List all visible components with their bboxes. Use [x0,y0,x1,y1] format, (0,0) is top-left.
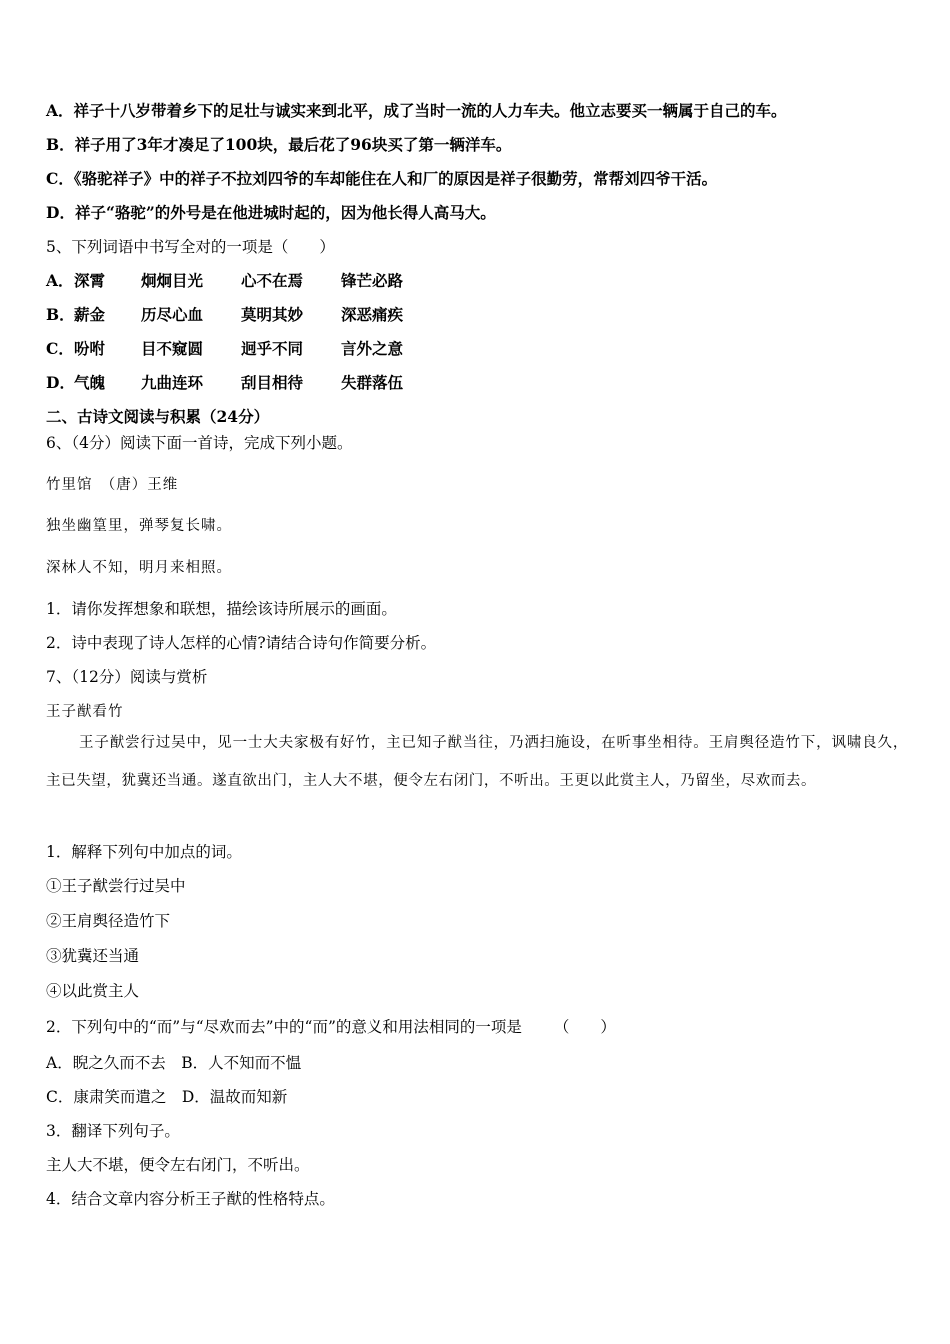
option-label: A． [46,271,74,290]
q7-sub2 [46,1017,616,1037]
option-text: 祥子用了3年才凑足了100块，最后花了96块买了第一辆洋车。 [74,135,512,154]
q4-option-d [46,203,496,223]
word: 气魄 [74,373,106,392]
q7-item: ①王子猷尝行过吴中 [46,877,186,895]
word: 深恶痛疾 [341,305,404,324]
q7-sub1: 1．解释下列句中加点的词。 [46,843,242,861]
word: 刮目相待 [241,373,304,392]
section-title: 二、古诗文阅读与积累（24分） [46,407,270,426]
option-label: D． [46,203,75,222]
option-text: 祥子十八岁带着乡下的足壮与诚实来到北平，成了当时一流的人力车夫。他立志要买一辆属于自己的车。 [73,101,787,120]
passage-title: 王子猷看竹 [46,704,124,720]
word: 历尽心血 [141,305,204,324]
option-text: 《骆驼祥子》中的祥子不拉刘四爷的车却能住在人和厂的原因是祥子很勤劳，常帮刘四爷干活。 [73,169,718,188]
word: 吩咐 [74,339,106,358]
q4-option-b [46,135,511,155]
answer-blank: （ ） [553,1018,616,1036]
word: 九曲连环 [141,373,204,392]
word: 锋芒必路 [341,271,404,290]
q5-option-c [46,339,403,359]
q7-sub4: 4．结合文章内容分析王子猷的性格特点。 [46,1190,335,1208]
option-label: C． [46,339,74,358]
word: 言外之意 [341,339,404,358]
q7-sub3: 3．翻译下列句子。 [46,1122,180,1140]
word: 炯炯目光 [141,271,204,290]
option-label: A． [46,101,74,120]
poem-line: 深林人不知，明月来相照。 [46,560,232,576]
word: 薪金 [74,305,106,324]
passage: 王子猷尝行过吴中，见一士大夫家极有好竹，主已知子猷当往，乃洒扫施设，在听事坐相待。王肩舆径造竹下，讽啸良久，主已失望，犹冀还当通。遂直欲出门，主人大不堪，便令左右闭门，不听出。王更以此赏主人，乃留坐，尽欢而去。 [46,735,908,789]
q7-item: ②王肩舆径造竹下 [46,912,171,930]
q5-option-d [46,373,403,393]
q4-option-a [46,101,787,121]
q7-item: ④以此赏主人 [46,982,140,1000]
option-label: D． [46,373,75,392]
q6-stem: 6、（4分）阅读下面一首诗，完成下列小题。 [46,434,353,452]
q5-option-b [46,305,403,325]
poem-title: 竹里馆 （唐）王维 [46,477,179,493]
poem-line: 独坐幽篁里，弹琴复长啸。 [46,518,232,534]
word: 心不在焉 [241,271,304,290]
q5-stem: 5、下列词语中书写全对的一项是（ ） [46,238,335,256]
q7-sub3-sentence: 主人大不堪，便令左右闭门，不听出。 [46,1156,310,1174]
q6-sub1: 1．请你发挥想象和联想，描绘该诗所展示的画面。 [46,600,397,618]
q7-sub2-options-cd: C．康肃笑而遣之 D．温故而知新 [46,1088,288,1106]
option-text: 祥子“骆驼”的外号是在他进城时起的，因为他长得人高马大。 [74,203,496,222]
word: 迥乎不同 [241,339,304,358]
q6-sub2: 2．诗中表现了诗人怎样的心情?请结合诗句作简要分析。 [46,634,437,652]
q7-stem: 7、（12分）阅读与赏析 [46,668,208,686]
word: 失群落伍 [341,373,404,392]
q7-sub2-stem: 2．下列句中的“而”与“尽欢而去”中的“而”的意义和用法相同的一项是 [46,1018,522,1036]
option-label: B． [46,135,75,154]
q7-item: ③犹冀还当通 [46,947,140,965]
q7-sub2-options-ab: A．睨之久而不去 B．人不知而不愠 [46,1054,302,1072]
word: 莫明其妙 [241,305,304,324]
option-label: B． [46,305,75,324]
q4-option-c [46,169,717,189]
option-label: C． [46,169,74,188]
word: 深霄 [74,271,106,290]
q5-option-a [46,271,403,291]
word: 目不窥圆 [141,339,204,358]
